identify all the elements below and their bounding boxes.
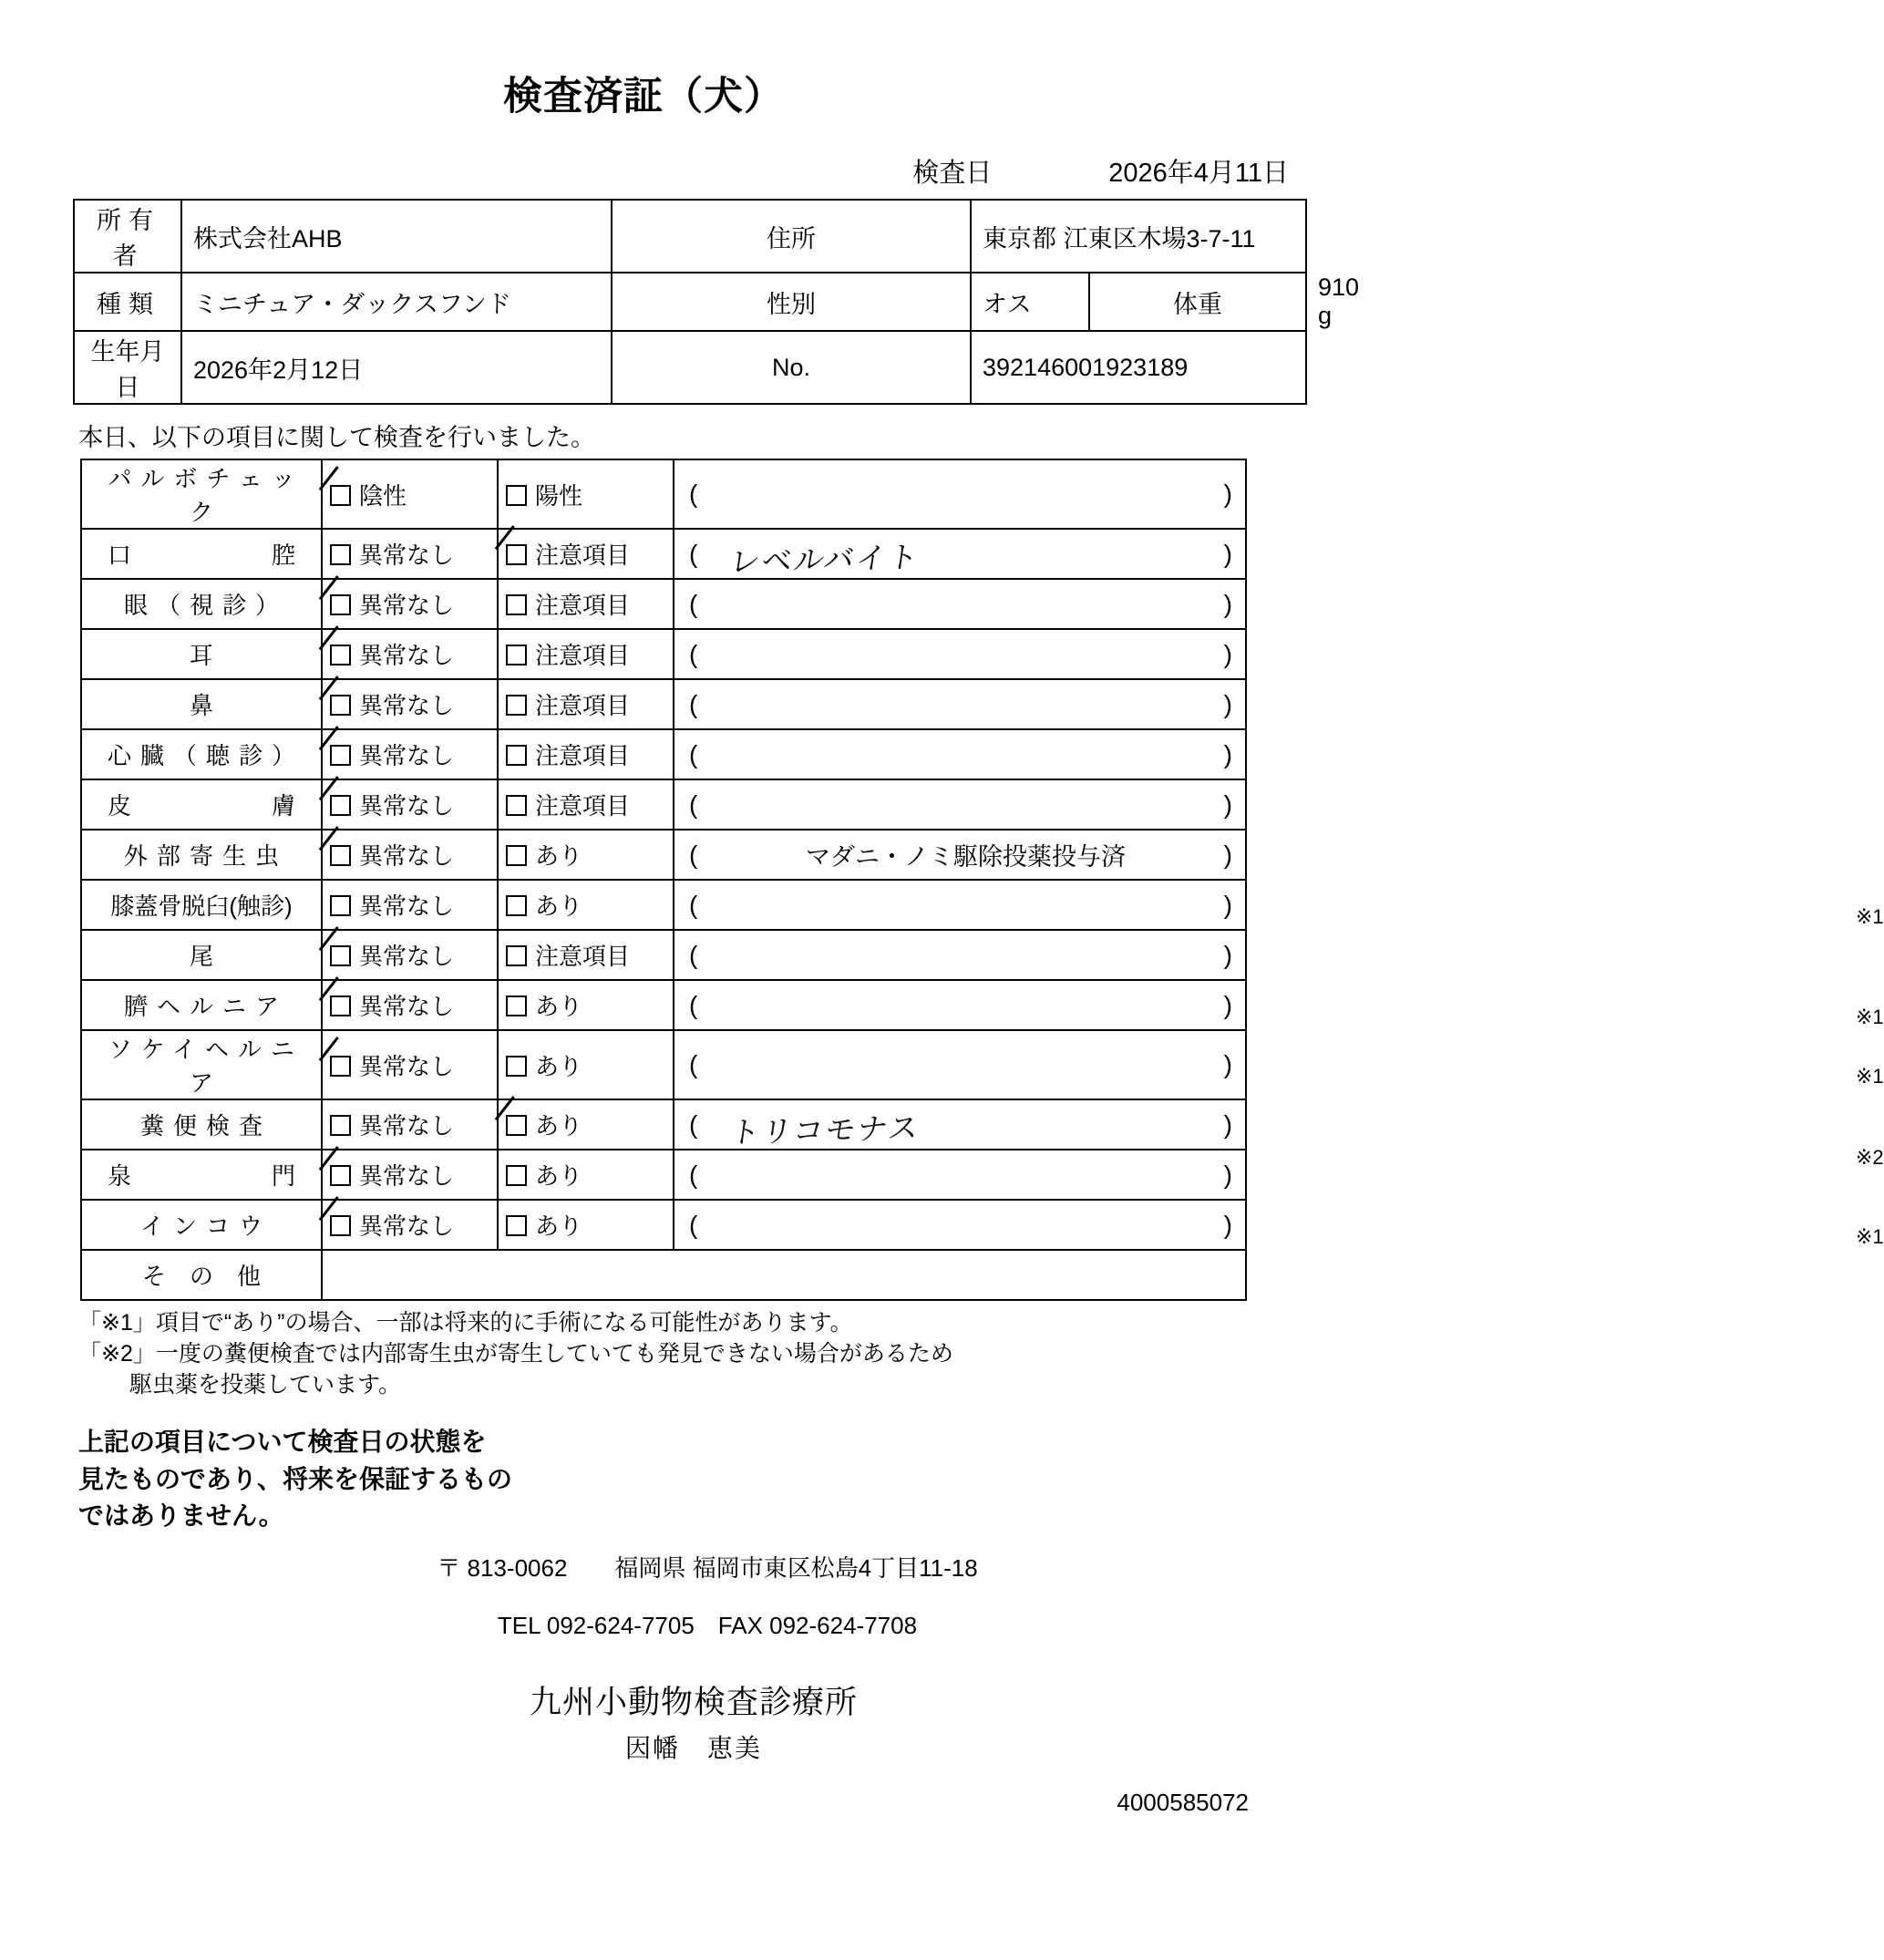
- paren-open: (: [689, 689, 698, 718]
- checkbox-icon[interactable]: [506, 845, 527, 866]
- checkbox-option-2[interactable]: [498, 579, 674, 629]
- checkbox-option-1[interactable]: [322, 679, 498, 729]
- table-row: [81, 779, 1246, 830]
- checkbox-label: 異常なし: [359, 1112, 455, 1140]
- paren-open: (: [689, 539, 698, 568]
- checkbox-icon[interactable]: [506, 695, 527, 716]
- item-text: 皮 膚: [107, 792, 304, 820]
- item-text: 泉 門: [107, 1162, 304, 1190]
- checkbox-icon[interactable]: [506, 745, 527, 766]
- item-text: 口 腔: [107, 542, 304, 569]
- checkbox-label: 注意項目: [535, 692, 631, 719]
- table-row: [81, 729, 1246, 779]
- remarks-cell[interactable]: [674, 529, 1246, 579]
- checkbox-label: あり: [535, 892, 583, 920]
- disclaimer-line-3: ではありません。: [78, 1501, 284, 1531]
- checkbox-label: 注意項目: [535, 592, 631, 619]
- exam-date-label: 検査日: [912, 159, 993, 188]
- checkbox-label: あり: [535, 1112, 583, 1140]
- inspection-item-label: [81, 880, 322, 930]
- remark-text: マダニ・ノミ駆除投薬投与済: [806, 843, 1126, 871]
- checkbox-label: 注意項目: [535, 943, 631, 970]
- checkbox-option-2[interactable]: [498, 980, 674, 1030]
- no-label: No.: [612, 331, 971, 404]
- remarks-cell[interactable]: [674, 1150, 1246, 1200]
- inspection-table: [80, 459, 1884, 1301]
- item-text: インコウ: [139, 1212, 272, 1240]
- item-text: 膝蓋骨脱臼(触診): [110, 892, 293, 920]
- checkbox-label: 異常なし: [359, 943, 455, 970]
- checkbox-icon[interactable]: [330, 594, 351, 615]
- inspection-item-label: [81, 779, 322, 830]
- inspection-item-label: [81, 679, 322, 729]
- other-blank-cell: [322, 1250, 1246, 1300]
- checkbox-label: 異常なし: [359, 642, 455, 669]
- checkbox-icon[interactable]: [506, 795, 527, 816]
- paren-open: (: [689, 480, 698, 508]
- paren-open: (: [689, 890, 698, 919]
- paren-close: ): [1223, 789, 1232, 819]
- checkbox-label: 異常なし: [359, 692, 455, 719]
- owner-label: 所有者: [74, 200, 181, 273]
- serial-number: 4000585072: [1117, 1789, 1249, 1817]
- footnote-marker: ※1: [1856, 1065, 1884, 1088]
- checkbox-icon[interactable]: [330, 845, 351, 866]
- checkbox-icon[interactable]: [330, 895, 351, 916]
- checkbox-label: 異常なし: [359, 742, 455, 769]
- checkbox-option-1[interactable]: [322, 880, 498, 930]
- item-text: 眼（視診）: [123, 592, 288, 619]
- footer-tel: TEL 092-624-7705 FAX 092-624-7708: [497, 1612, 918, 1640]
- checkbox-icon[interactable]: [506, 1165, 527, 1186]
- item-text: 臍ヘルニア: [123, 993, 288, 1020]
- table-row: [81, 529, 1246, 579]
- checkbox-icon[interactable]: [506, 1215, 527, 1236]
- checkbox-option-2[interactable]: [498, 729, 674, 779]
- remarks-cell[interactable]: [674, 679, 1246, 729]
- remarks-cell[interactable]: [674, 880, 1884, 930]
- checkbox-icon[interactable]: [330, 1115, 351, 1136]
- checkbox-label: 異常なし: [359, 1212, 455, 1240]
- header-table: [73, 199, 1360, 405]
- paren-close: ): [1223, 480, 1232, 508]
- inspection-item-label: [81, 980, 322, 1030]
- checkbox-option-1[interactable]: [322, 1150, 498, 1200]
- item-text: パルボチェック: [108, 465, 304, 526]
- checkbox-option-2[interactable]: [498, 629, 674, 679]
- footnote-marker: ※2: [1856, 1146, 1884, 1169]
- paren-close: ): [1223, 739, 1232, 769]
- inspection-item-label: [81, 529, 322, 579]
- table-row: [81, 459, 1246, 529]
- inspector-name: 因幡 恵美: [624, 1734, 762, 1763]
- paren-open: (: [689, 639, 698, 668]
- paren-close: ): [1223, 1160, 1232, 1189]
- checkbox-label: 異常なし: [359, 892, 455, 920]
- checkbox-option-2[interactable]: [498, 880, 674, 930]
- table-row: [81, 1030, 1246, 1099]
- breed-label: 種類: [74, 273, 181, 331]
- footnote-2: [73, 1339, 1305, 1401]
- inspection-item-label: [81, 729, 322, 779]
- table-row: [74, 331, 1306, 404]
- disclaimer-line-1: 上記の項目について検査日の状態を: [78, 1428, 487, 1457]
- checkbox-option-2[interactable]: [498, 930, 674, 980]
- paren-open: (: [689, 1050, 698, 1078]
- checkbox-label: 注意項目: [535, 642, 631, 669]
- table-row: [81, 629, 1246, 679]
- inspection-item-label: [81, 1030, 322, 1099]
- inspection-item-label: [81, 930, 322, 980]
- checkbox-label: 異常なし: [359, 993, 455, 1020]
- breed-value: ミニチュア・ダックスフンド: [181, 273, 612, 331]
- checkbox-option-2[interactable]: [498, 1030, 674, 1099]
- item-text: 尾: [189, 943, 213, 970]
- handwritten-remark: レベルバイト: [727, 539, 922, 580]
- checkbox-option-1[interactable]: [322, 459, 498, 529]
- footer-address: 〒 813-0062 福岡県 福岡市東区松島4丁目11-18: [437, 1554, 978, 1583]
- footnote-2-line1: 「※2」一度の糞便検査では内部寄生虫が寄生していても発見できない場合があるため: [78, 1340, 953, 1367]
- table-row: [81, 679, 1246, 729]
- checkbox-option-2[interactable]: [498, 779, 674, 830]
- checkbox-icon[interactable]: [506, 1056, 527, 1077]
- remarks-cell[interactable]: [674, 980, 1884, 1030]
- inspection-item-label: [81, 830, 322, 880]
- paren-open: (: [689, 990, 698, 1019]
- paren-close: ): [1223, 1109, 1232, 1139]
- disclaimer: [73, 1424, 1305, 1535]
- checkbox-option-2[interactable]: [498, 830, 674, 880]
- paren-close: ): [1223, 1210, 1232, 1239]
- checkbox-icon[interactable]: [330, 795, 351, 816]
- footnote-2-line2: 駆虫薬を投薬しています。: [129, 1371, 402, 1398]
- checkbox-icon[interactable]: [330, 645, 351, 665]
- sex-value: オス: [971, 273, 1089, 331]
- checkbox-label: 注意項目: [535, 542, 631, 569]
- remarks-cell[interactable]: [674, 779, 1246, 830]
- checkbox-option-1[interactable]: [322, 1030, 498, 1099]
- checkbox-label: 異常なし: [359, 842, 455, 870]
- checkbox-option-1[interactable]: [322, 529, 498, 579]
- inspection-item-label: [81, 1099, 322, 1150]
- inspection-item-label: [81, 1250, 322, 1300]
- checkbox-label: あり: [535, 842, 583, 870]
- checkbox-label: あり: [535, 1052, 583, 1080]
- remarks-cell[interactable]: [674, 459, 1246, 529]
- item-text: 鼻: [189, 692, 213, 719]
- checkbox-icon[interactable]: [330, 1056, 351, 1077]
- paren-open: (: [689, 789, 698, 819]
- checkbox-option-2[interactable]: [498, 1200, 674, 1250]
- paren-open: (: [689, 840, 698, 869]
- checkbox-icon[interactable]: [330, 695, 351, 716]
- paren-open: (: [689, 1160, 698, 1189]
- table-row: [81, 1099, 1246, 1150]
- handwritten-remark: トリコモナス: [727, 1109, 923, 1150]
- checkbox-icon[interactable]: [506, 895, 527, 916]
- checkbox-label: 陽性: [535, 481, 583, 510]
- checkbox-label: 異常なし: [359, 792, 455, 820]
- checkbox-icon[interactable]: [330, 1165, 351, 1186]
- paren-close: ): [1223, 589, 1232, 618]
- checkbox-label: 異常なし: [359, 542, 455, 569]
- checkbox-option-1[interactable]: [322, 980, 498, 1030]
- paren-open: (: [689, 940, 698, 969]
- sex-label: 性別: [612, 273, 971, 331]
- owner-value: 株式会社AHB: [181, 200, 612, 273]
- paren-close: ): [1223, 639, 1232, 668]
- table-row: [81, 980, 1246, 1030]
- birth-label: 生年月日: [74, 331, 181, 404]
- birth-value: 2026年2月12日: [181, 331, 612, 404]
- disclaimer-line-2: 見たものであり、将来を保証するもの: [78, 1464, 513, 1493]
- checkbox-option-1[interactable]: [322, 579, 498, 629]
- remarks-cell[interactable]: [674, 729, 1246, 779]
- table-row: [81, 1250, 1246, 1300]
- checkbox-option-1[interactable]: [322, 779, 498, 830]
- address-label: 住所: [612, 200, 971, 273]
- checkbox-icon[interactable]: [506, 485, 527, 506]
- checkbox-icon[interactable]: [506, 945, 527, 966]
- checkbox-label: 陰性: [359, 481, 407, 510]
- paren-close: ): [1223, 940, 1232, 969]
- table-row: 種類 ミニチュア・ダックスフンド 性別 オス 体重 910 g: [74, 273, 1306, 331]
- inspection-item-label: [81, 1150, 322, 1200]
- inspection-item-label: [81, 629, 322, 679]
- weight-label: 体重: [1089, 273, 1306, 331]
- exam-date-value: 2026年4月11日: [1108, 159, 1289, 188]
- paren-open: (: [689, 589, 698, 618]
- checkbox-option-1[interactable]: [322, 930, 498, 980]
- checkbox-icon[interactable]: [506, 594, 527, 615]
- checkbox-label: 注意項目: [535, 742, 631, 769]
- checkbox-option-1[interactable]: [322, 830, 498, 880]
- checkbox-label: あり: [535, 993, 583, 1020]
- checkbox-icon[interactable]: [506, 1115, 527, 1136]
- checkbox-label: 注意項目: [535, 792, 631, 820]
- paren-open: (: [689, 1210, 698, 1239]
- paren-close: ): [1223, 840, 1232, 869]
- checkbox-icon[interactable]: [506, 645, 527, 665]
- footnote-marker: ※1: [1856, 1005, 1884, 1028]
- remarks-cell[interactable]: [674, 1200, 1884, 1250]
- inspection-item-label: [81, 1200, 322, 1250]
- checkbox-icon[interactable]: [330, 745, 351, 766]
- table-row: [81, 830, 1246, 880]
- paren-close: ): [1223, 539, 1232, 568]
- table-row: [81, 1200, 1246, 1250]
- checkbox-option-1[interactable]: [322, 1200, 498, 1250]
- address-value: 東京都 江東区木場3-7-11: [971, 200, 1306, 273]
- checkbox-icon[interactable]: [330, 995, 351, 1016]
- footnote-1: 「※1」項目で“あり”の場合、一部は将来的に手術になる可能性があります。: [78, 1310, 853, 1336]
- table-row: [81, 579, 1246, 629]
- checkbox-option-2[interactable]: [498, 679, 674, 729]
- checkbox-icon[interactable]: [506, 544, 527, 565]
- checkbox-icon[interactable]: [330, 485, 351, 506]
- checkbox-icon[interactable]: [330, 544, 351, 565]
- no-value: 392146001923189: [971, 331, 1306, 404]
- checkbox-label: 異常なし: [359, 592, 455, 619]
- paren-close: ): [1223, 890, 1232, 919]
- checkbox-label: あり: [535, 1162, 583, 1190]
- intro-text: 本日、以下の項目に関して検査を行いました。: [78, 424, 595, 451]
- table-row: [74, 200, 1306, 273]
- exam-date-row: [73, 152, 1305, 190]
- paren-open: (: [689, 1109, 698, 1139]
- checkbox-icon[interactable]: [330, 945, 351, 966]
- paren-close: ): [1223, 1050, 1232, 1078]
- item-text: そ の 他: [141, 1263, 261, 1290]
- footnote-marker: ※1: [1856, 904, 1884, 928]
- checkbox-label: 異常なし: [359, 1162, 455, 1190]
- remarks-cell[interactable]: [674, 1030, 1884, 1099]
- remarks-cell[interactable]: [674, 930, 1246, 980]
- item-text: 耳: [189, 642, 213, 669]
- checkbox-option-2[interactable]: [498, 529, 674, 579]
- checkbox-label: 異常なし: [359, 1052, 455, 1080]
- checkbox-option-2[interactable]: [498, 1150, 674, 1200]
- item-text: 外部寄生虫: [123, 842, 288, 870]
- footnote-marker: ※1: [1856, 1224, 1884, 1248]
- remarks-cell[interactable]: [674, 579, 1246, 629]
- checkbox-icon[interactable]: [330, 1215, 351, 1236]
- page-title: 検査済証（犬）: [503, 75, 784, 119]
- item-text: 心臓（聴診）: [107, 742, 304, 769]
- table-row: [81, 930, 1246, 980]
- remarks-cell[interactable]: [674, 629, 1246, 679]
- remarks-cell[interactable]: [674, 1099, 1884, 1169]
- table-row: [81, 880, 1246, 930]
- checkbox-label: あり: [535, 1212, 583, 1240]
- inspection-item-label: [81, 579, 322, 629]
- item-text: ソケイヘルニア: [108, 1036, 304, 1097]
- clinic-name: 九州小動物検査診療所: [529, 1685, 858, 1721]
- remarks-cell[interactable]: [674, 830, 1246, 880]
- checkbox-option-1[interactable]: [322, 1099, 498, 1150]
- paren-close: ): [1223, 689, 1232, 718]
- inspection-item-label: [81, 459, 322, 529]
- item-text: 糞便検査: [139, 1112, 272, 1140]
- paren-close: ): [1223, 990, 1232, 1019]
- checkbox-option-2[interactable]: [498, 1099, 674, 1150]
- checkbox-option-1[interactable]: [322, 629, 498, 679]
- checkbox-option-2[interactable]: [498, 459, 674, 529]
- checkbox-icon[interactable]: [506, 995, 527, 1016]
- checkbox-option-1[interactable]: [322, 729, 498, 779]
- table-row: [81, 1150, 1246, 1200]
- paren-open: (: [689, 739, 698, 769]
